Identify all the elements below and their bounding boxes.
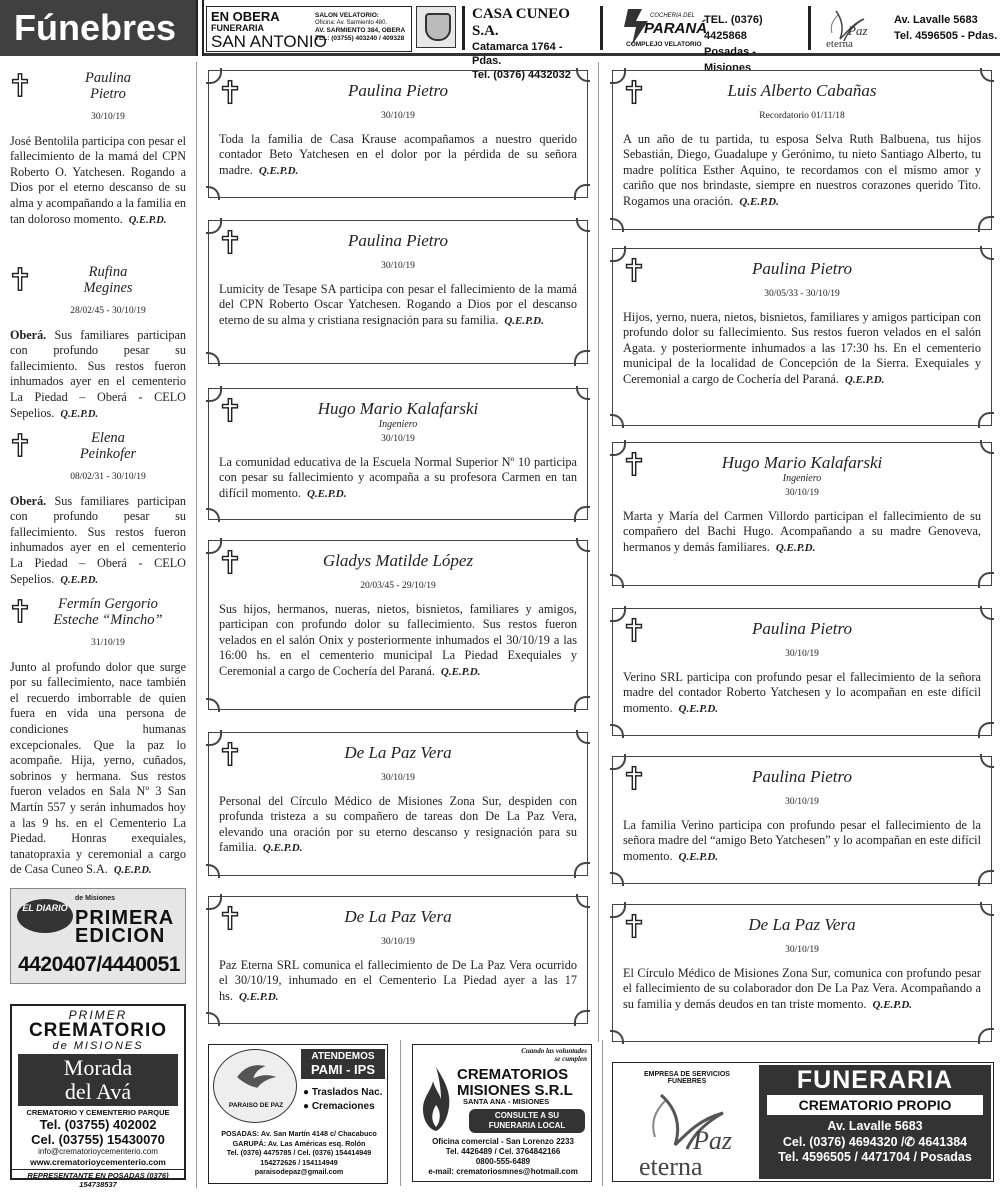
qepd-label: Q.E.P.D.: [258, 164, 299, 177]
notice-date: 30/10/19: [381, 111, 415, 121]
ad-line: SANTA ANA - MISIONES: [463, 1097, 550, 1106]
notice-date: 30/10/19: [785, 488, 819, 498]
deceased-name: Hugo Mario Kalafarski: [721, 453, 883, 472]
framed-obituary-notice: [612, 442, 992, 586]
ad-line: FUNERARIA: [211, 23, 264, 33]
notice-text: La familia Verino participa con profundo pesar el fallecimiento de la señora madre del “amigo Beto Yatchesen” y lo acompañan en este difícil momento.: [623, 817, 981, 863]
ad-crematorio-morada-del-ava: [10, 1004, 186, 1189]
deceased-name: De La Paz Vera: [344, 907, 452, 926]
ad-line: EDICION: [75, 925, 166, 947]
notice-text: Hijos, yerno, nuera, nietos, bisnietos, familiares y amigos participan con profundo dolor su fallecimiento. Sus restos fueron velados en el salón Agata. y posteriormente inhumados a las 17:30 hs. En el cementerio municipal de la localidad de Concepción de la Sierra. Exequiales y Ceremonial a cargo de Cochería del Paraná.: [623, 309, 981, 386]
ad-line: EN OBERA: [211, 9, 280, 24]
logo-text: eterna: [639, 1152, 703, 1181]
ad-title: CASA CUNEO S.A.: [472, 6, 570, 39]
ad-email: info@crematorioycementerio.com: [38, 1147, 158, 1156]
notice-text: Sus familiares participan con profundo pesar su fallecimiento. Sus restos fueron inhumados ayer en el cementerio La Piedad – Oberá - CELO Sepelios.: [10, 493, 186, 586]
deceased-name: Hugo Mario Kalafarski: [317, 399, 479, 418]
notice-date: 28/02/45 - 30/10/19: [70, 306, 146, 316]
notice-lead: Oberá.: [10, 327, 47, 342]
ad-line: FUNERARIA LOCAL: [488, 1121, 566, 1130]
cross-icon: [10, 266, 30, 292]
cross-icon: [623, 913, 645, 939]
notice-date: 30/10/19: [785, 797, 819, 807]
ad-line: 154272626 / 154114949: [260, 1157, 338, 1167]
qepd-label: Q.E.P.D.: [775, 541, 816, 554]
deceased-name: Fermín Gergorio Esteche “Mincho”: [53, 596, 163, 628]
notice-lead: Oberá.: [10, 493, 47, 508]
header-separator: [808, 6, 811, 50]
ad-line: Morada: [63, 1055, 133, 1080]
notice-text: Toda la familia de Casa Krause acompañamos a nuestro querido contador Beto Yatchesen en el dolor por la pérdida de su señora madre.: [219, 131, 577, 177]
qepd-label: Q.E.P.D.: [872, 998, 913, 1011]
ad-info-block: [759, 1065, 991, 1179]
ad-line: 0800-555-6489: [475, 1157, 531, 1166]
column-divider: [602, 1040, 603, 1186]
qepd-label: Q.E.P.D.: [239, 990, 279, 1003]
ad-list-item: ● Cremaciones: [303, 1101, 375, 1112]
framed-obituary-notice: [612, 904, 992, 1042]
ad-line: Posadas - Misiones: [704, 46, 756, 74]
ad-name-block: [18, 1054, 178, 1106]
ad-line: CONSULTE A SU: [494, 1111, 560, 1120]
cross-icon: [10, 598, 30, 624]
paz-eterna-logo-icon: [818, 5, 882, 49]
notice-text: El Círculo Médico de Misiones Zona Sur, comunica con profundo pesar el fallecimiento de su colaborador don De La Paz Vera. Acompañando a su familia y demás deudos en tan triste momento.: [623, 965, 981, 1011]
ad-line: TEL. (0376) 4425868: [704, 14, 763, 42]
ad-line: Tel. (0376) 4432032: [472, 69, 571, 81]
cross-icon: [219, 741, 241, 767]
ad-email: e-mail: crematoriosmnes@hotmail.com: [428, 1167, 578, 1176]
ad-line: MISIONES S.R.L: [457, 1082, 573, 1099]
logo-text: COCHERIA DEL: [650, 13, 695, 19]
deceased-name: Paulina Pietro: [752, 259, 852, 278]
ad-line: Tel. (0376) 4475785 / Cel. (0376) 154414949: [226, 1148, 372, 1157]
header-divider: [196, 0, 204, 56]
notice-text: Junto al profundo dolor que surge por su fallecimiento, nace también el recuerdo imborrable de quien fuera en vida una persona de condiciones humanas excepcionales. Que la paz lo acompañe. Hija, yerno, cuñados, sobrinos y hermana. Sus restos fueron velados en Sala Nº 3 San Martín 557 y serán inhumados hoy a las 9 hs. en el Cementerio La Piedad. Honras exequiales, tanatopraxia y ceremonial a cargo de Casa Cuneo S.A.: [10, 659, 186, 877]
ad-line: Tel. 4596505 / 4471704 / Posadas: [778, 1150, 972, 1164]
notice-date: 30/10/19: [785, 945, 819, 955]
ad-line: Cel. (03755) 15430070: [31, 1132, 165, 1147]
notice-date: 30/10/19: [381, 773, 415, 783]
qepd-label: Q.E.P.D.: [113, 865, 152, 877]
ad-line: REPRESENTANTE EN POSADAS (0376) 154738537: [12, 1169, 184, 1189]
column-divider: [400, 1040, 401, 1186]
cross-icon: [10, 72, 30, 98]
qepd-label: Q.E.P.D.: [128, 214, 167, 226]
qepd-label: Q.E.P.D.: [262, 842, 303, 855]
cross-icon: [219, 229, 241, 255]
logo-text: PARANÁ: [644, 20, 708, 37]
ad-line: EMPRESA DE SERVICIOS FUNEBRES: [644, 1071, 730, 1085]
ad-line: GARUPÁ: Av. Las Américas esq. Rolón: [232, 1138, 366, 1148]
ad-paraiso-de-paz: [208, 1044, 388, 1184]
deceased-name: Paulina Pietro: [348, 231, 448, 250]
qepd-label: Q.E.P.D.: [306, 487, 347, 500]
ad-line: Tel. (03755) 402002: [39, 1117, 157, 1132]
qepd-label: Q.E.P.D.: [678, 850, 719, 863]
qepd-label: Q.E.P.D.: [504, 314, 544, 327]
page-header: [0, 0, 1000, 81]
notice-text: La comunidad educativa de la Escuela Normal Superior Nº 10 participa con pesar su fallecimiento y acompaña a su profesora Carmen en tan difícil momento.: [219, 454, 577, 500]
dove-icon: [216, 1054, 296, 1104]
ad-line: SAN ANTONIO: [211, 32, 327, 51]
deceased-name: Paulina Pietro: [348, 81, 448, 100]
framed-obituary-notice: [612, 756, 992, 884]
framed-obituary-notice: [208, 896, 588, 1024]
deceased-title: Ingeniero: [782, 473, 822, 484]
qepd-label: Q.E.P.D.: [739, 195, 779, 208]
notice-date: Recordatorio 01/11/18: [759, 111, 845, 121]
ad-phones: 4420407/4440051: [18, 953, 180, 976]
obituary-notice: [10, 430, 186, 588]
cuneo-emblem-icon: [416, 6, 456, 48]
notice-date: 30/10/19: [91, 112, 125, 122]
notice-text: A un año de tu partida, tu esposa Selva Ruth Balbuena, tus hijos Sebastián, Diego, Guadalupe y Gerónimo, tu nieto Santiago Alberto, tu madre política Esther Aquino, te recordamos con el mismo amor y cariño que nos brindaste, siempre en nuestros corazones querido Tito. Rogamos una oración.: [623, 131, 981, 208]
ad-cocheria-parana: [704, 6, 804, 74]
cocheria-parana-logo-icon: [614, 5, 708, 49]
ad-casa-cuneo: [472, 6, 592, 81]
framed-obituary-notice: [612, 608, 992, 736]
notice-date: 30/10/19: [381, 261, 415, 271]
notice-date: 30/10/19: [785, 649, 819, 659]
notice-text: Lumicity de Tesape SA participa con pesar el fallecimiento de la mamá del CPN Roberto Oscar Yatchesen. Rogando a Dios por el descanso eterno de su alma y cristiana resignación para su familia.: [219, 281, 577, 327]
ad-web: www.crematorioycementerio.com: [30, 1157, 166, 1167]
ad-line: se cumplen: [554, 1055, 587, 1063]
ad-line: de Misiones: [75, 895, 116, 902]
cross-icon: [623, 257, 645, 283]
notice-text: Marta y María del Carmen Villordo participan el fallecimiento de su compañero del Bachi Hugo. Acompañando a su madre Genoveva, hermanos y demás familiares.: [623, 508, 981, 554]
notice-date: 20/03/45 - 29/10/19: [360, 581, 436, 591]
framed-obituary-notice: [208, 220, 588, 364]
qepd-label: Q.E.P.D.: [60, 408, 99, 420]
ad-title: FUNERARIA: [796, 1066, 954, 1094]
ad-line: Cel. (0376) 4694320 /✆ 4641384: [782, 1134, 968, 1149]
framed-obituary-notice: [612, 248, 992, 426]
svg-text:Paz: Paz: [848, 23, 868, 38]
ad-line: PRIMER: [68, 1008, 128, 1022]
logo-text: COMPLEJO VELATORIO: [626, 41, 702, 48]
primera-edicion-badge: EL DIARIO: [17, 899, 73, 933]
notice-text: Sus hijos, hermanos, nueras, nietos, bisnietos, familiares y amigos, participan con profundo dolor su fallecimiento. Sus restos fueron velados en el salón Onix y posteriormente inhumados el 30/10/19 a las 16:00 hs. en el cementerio municipal La Piedad Exequiales y Ceremonial a cargo de Cochería del Paraná.: [219, 601, 577, 678]
cross-icon: [219, 905, 241, 931]
cross-icon: [623, 451, 645, 477]
deceased-title: Ingeniero: [378, 419, 418, 430]
ad-funeraria-san-antonio: [206, 6, 412, 52]
ad-line: PARAISO DE PAZ: [228, 1102, 284, 1109]
qepd-label: Q.E.P.D.: [440, 665, 481, 678]
obituary-notice: [10, 596, 186, 879]
cross-icon: [623, 765, 645, 791]
deceased-name: Paulina Pietro: [752, 767, 852, 786]
ad-paz-eterna-header: [894, 6, 1000, 52]
ad-line: del Avá: [64, 1079, 132, 1104]
paz-eterna-bird-logo-icon: [631, 1079, 751, 1179]
deceased-name: Elena Peinkofer: [79, 430, 137, 462]
cross-icon: [219, 549, 241, 575]
logo-text: Paz: [693, 1126, 732, 1155]
paraiso-de-paz-logo: [213, 1049, 297, 1123]
notice-text: Paz Eterna SRL comunica el fallecimiento de De La Paz Vera ocurrido el 30/10/19, inhumado en el Cementerio La Piedad ayer a las 17 hs.: [219, 957, 577, 1003]
framed-obituary-notice: [208, 70, 588, 198]
ad-line: CREMATORIO Y CEMENTERIO PARQUE: [26, 1108, 170, 1117]
cross-icon: [219, 397, 241, 423]
svg-text:eterna: eterna: [826, 38, 853, 50]
cross-icon: [623, 617, 645, 643]
ad-line: Oficina: Av. Sarmiento 480.: [315, 20, 388, 26]
ad-line: ATENDEMOS: [311, 1051, 375, 1062]
ad-title: [457, 1067, 573, 1099]
framed-obituary-notice: [208, 388, 588, 520]
notice-text: Personal del Círculo Médico de Misiones Zona Sur, despiden con profunda tristeza a su compañero de tareas don De La Paz Vera, elevando una oración por su eterno descanso y resignación para su familia.: [219, 793, 577, 855]
deceased-name: De La Paz Vera: [344, 743, 452, 762]
ad-crematorios-misiones: [412, 1044, 592, 1182]
ad-attention-block: [301, 1049, 385, 1079]
notice-text: Verino SRL participa con profundo pesar el fallecimiento de la señora madre del contador Roberto Yatchesen y lo acompañan en este difícil momento.: [623, 669, 981, 715]
ad-line: Catamarca 1764 - Pdas.: [472, 41, 563, 67]
ad-line: CREMATORIOS: [457, 1066, 569, 1083]
ad-salon-info: [315, 12, 411, 43]
cross-icon: [10, 432, 30, 458]
qepd-label: Q.E.P.D.: [844, 373, 885, 386]
ad-line: CREMATORIO PROPIO: [767, 1095, 983, 1115]
notice-date: 30/10/19: [381, 937, 415, 947]
qepd-label: Q.E.P.D.: [60, 574, 99, 586]
deceased-name: Paulina Pietro: [752, 619, 852, 638]
ad-line: SALON VELATORIO:: [315, 12, 380, 19]
ad-line: paraisodepaz@gmail.com: [254, 1167, 344, 1176]
ad-line: Tel. 4426489 / Cel. 3764842166: [445, 1147, 561, 1156]
ad-tagline: [521, 1047, 587, 1063]
ad-line: Av. Lavalle 5683: [827, 1119, 923, 1133]
ad-line: Cuando las voluntades: [521, 1047, 587, 1055]
column-divider: [196, 62, 197, 1188]
ad-list-item: ● Traslados Nac.: [303, 1087, 383, 1098]
ad-consult-block: [469, 1109, 585, 1133]
deceased-name: Paulina Pietro: [85, 70, 131, 102]
framed-obituary-notice: [612, 70, 992, 230]
ad-line: POSADAS: Av. San Martín 4148 c/ Chacabuco: [221, 1129, 377, 1138]
ad-address-block: [213, 1129, 385, 1177]
ad-funeraria-paz-eterna: [612, 1062, 994, 1182]
cross-icon: [623, 79, 645, 105]
notice-text: Sus familiares participan con profundo pesar su fallecimiento. Sus restos fueron inhumados ayer en el cementerio La Piedad – Oberá - CELO Sepelios.: [10, 327, 186, 420]
ad-line: Traslados Nac.: [311, 1087, 383, 1098]
notice-date: 30/10/19: [381, 434, 415, 444]
obituary-notice: [10, 264, 186, 422]
ad-line: AV. SARMIENTO 384, OBERA: [315, 27, 406, 34]
ad-line: TEL: (03755) 403240 / 409328: [315, 35, 405, 42]
header-separator: [600, 6, 603, 50]
notice-date: 08/02/31 - 30/10/19: [70, 472, 146, 482]
ad-line: de MISIONES: [52, 1040, 144, 1052]
framed-obituary-notice: [208, 732, 588, 876]
deceased-name: De La Paz Vera: [748, 915, 856, 934]
deceased-name: Rufina Megines: [83, 264, 133, 296]
ad-primera-edicion: [10, 888, 186, 984]
obituary-notice: [10, 70, 186, 228]
deceased-name: Gladys Matilde López: [322, 551, 474, 570]
notice-text: José Bentolila participa con pesar el fallecimiento de la mamá del CPN Roberto O. Yatchesen. Rogando a Dios por el eterno descanso de su alma y acompañando a la familia en tan doloroso momento.: [10, 133, 186, 226]
header-separator: [462, 6, 465, 50]
notice-date: 31/10/19: [91, 638, 125, 648]
ad-line: Av. Lavalle 5683: [894, 14, 978, 26]
framed-obituary-notice: [208, 540, 588, 710]
cross-icon: [219, 79, 241, 105]
column-divider: [598, 62, 599, 1042]
ad-line: PRIMERA: [75, 907, 175, 929]
qepd-label: Q.E.P.D.: [678, 702, 719, 715]
deceased-name: Luis Alberto Cabañas: [727, 81, 877, 100]
section-title: Fúnebres: [0, 0, 196, 56]
ad-line: CREMATORIO: [28, 1020, 168, 1041]
ad-info-block: [417, 1137, 589, 1177]
flame-icon: [419, 1065, 453, 1133]
ad-line: Cremaciones: [311, 1101, 375, 1112]
ad-line: Oficina comercial - San Lorenzo 2233: [432, 1137, 574, 1146]
ad-line: Tel. 4596505 - Pdas.: [894, 30, 998, 42]
ad-line: PAMI - IPS: [310, 1062, 376, 1077]
notice-date: 30/05/33 - 30/10/19: [764, 289, 840, 299]
